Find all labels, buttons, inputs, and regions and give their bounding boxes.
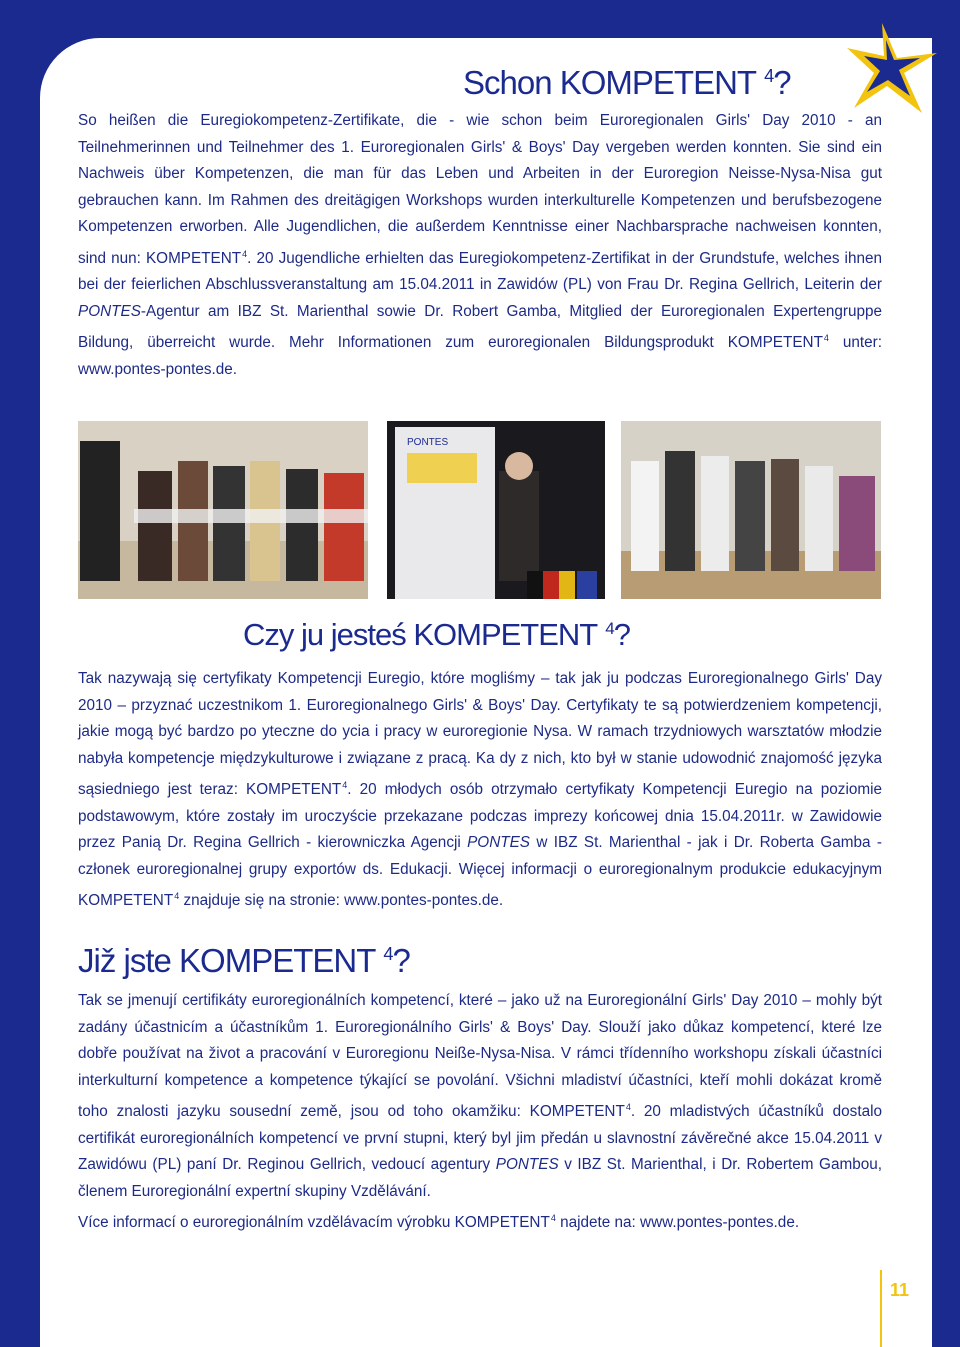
paragraph-pl: Tak nazywają się certyfikaty Kompetencji Euregio, które mogliśmy – tak jak ju podczas Euroregionalnego Girls' Day 2010 – przyznać uczestnikom 1. Euroregionalnego Girls' & Boys' Day. Certyfikaty te są potwierdzeniem kompetencji, jakie mogą być bardzo po yteczne do ycia i pracy w euroregionie Nysa. W ramach trzydniowych warsztatów młodzie nabyła kompetencje międzykulturowe i związane z pracą. Ka dy z nich, kto był w stanie udowodnić znajomość języka sąsiedniego jest teraz: KOMPETENT$^4$. 20 młodych osób otrzymało certyfikaty Kompetencji Euregio na poziomie podstawowym, które zostały im uroczyście przekazane podczas imprezy końcowej dnia 15.04.2011r. w Zawidowie przez Panią Dr. Regina Gellrich - kierowniczka Agencji PONTES w IBZ St. Marienthal - jak i Dr. Roberta Gamba - członek euroregionalnej grupy exportów ds. Edukacji. Więcej informacji o euroregionalnym produkcie edukacyjnym KOMPETENT$^4$ znajduje się na stronie: www.pontes-pontes.de. bbox=[78, 670, 882, 910]
heading-cz: Již jste KOMPETENT $^4$? bbox=[78, 942, 410, 979]
photo-group-boys bbox=[621, 421, 881, 599]
photo-group-girls bbox=[78, 421, 368, 599]
paragraph-cz: Tak se jmenují certifikáty euroregionálních kompetencí, které – jako už na Euroregionální Girls' Day 2010 – mohly být zadány účastnicím a účastníkům 1. Euroregionálního Girls' & Boys' Day. Slouží jako důkaz kompetencí, které lze dobře používat na život a pracování v Euroregionu Neiße-Nysa-Nisa. V rámci třídenního workshopu získali účastníci interkulturní kompetence a kompetence týkající se povolání. Všichni mladiství účastníci, kteří mohli dokázat kromě toho znalosti jazyku sousední země, jsou od toho okamžiku: KOMPETENT$^4$. 20 mladistvých účastníků dostalo certifikát euroregionálních kompetencí ve první stupni, který byl jim předán u slavnostní závěrečné akce 15.04.2011 v Zawidówu (PL) paní Dr. Reginou Gellrich, vedoucí agentury PONTES v IBZ St. Marienthal, i Dr. Robertem Gambou, členem Euroregionální expertní skupiny Vzdělávání. Více informací o euroregionálním vzdělávacím výrobku KOMPETENT$^4$ najdete na: www.pontes-pontes.de. bbox=[78, 992, 882, 1232]
paragraph-de: So heißen die Euregiokompetenz-Zertifikate, die - wie schon beim Euroregionalen Girls' Day 2010 - an Teilnehmerinnen und Teilnehmer des 1. Euroregionalen Girls' & Boys' Day vergeben werden konnten. Sie sind ein Nachweis über Kompetenzen, die man für das Leben und Arbeiten in der Euroregion Neisse-Nysa-Nisa gut gebrauchen kann. Im Rahmen des dreitägigen Workshops wurden interkulturelle Kompetenzen und berufsbezogene Kompetenzen erworben. Alle Jugendlichen, die außerdem Kenntnisse einer Nachbarsprache nachweisen konnten, sind nun: KOMPETENT$^4$. 20 Jugendliche erhielten das Euregiokompetenz-Zertifikat in der Grundstufe, welches ihnen bei der feierlichen Abschlussveranstaltung am 15.04.2011 in Zawidów (PL) von Frau Dr. Regina Gellrich, Leiterin der PONTES-Agentur am IBZ St. Marienthal sowie Dr. Robert Gamba, Mitglied der Euroregionalen Expertengruppe Bildung, überreicht wurde. Mehr Informationen zum euroregionalen Bildungsprodukt KOMPETENT$^4$ unter: www.pontes-pontes.de. bbox=[78, 112, 882, 378]
heading-de: Schon KOMPETENT $^4$? bbox=[463, 64, 791, 101]
page-number-label: 11 bbox=[890, 1280, 910, 1300]
svg-text:PONTES: PONTES bbox=[407, 437, 449, 448]
page-number bbox=[880, 1270, 932, 1347]
star-logo-icon bbox=[842, 18, 942, 118]
heading-pl: Czy ju jesteś KOMPETENT $^4$? bbox=[243, 617, 630, 652]
photo-speaker bbox=[387, 421, 605, 599]
